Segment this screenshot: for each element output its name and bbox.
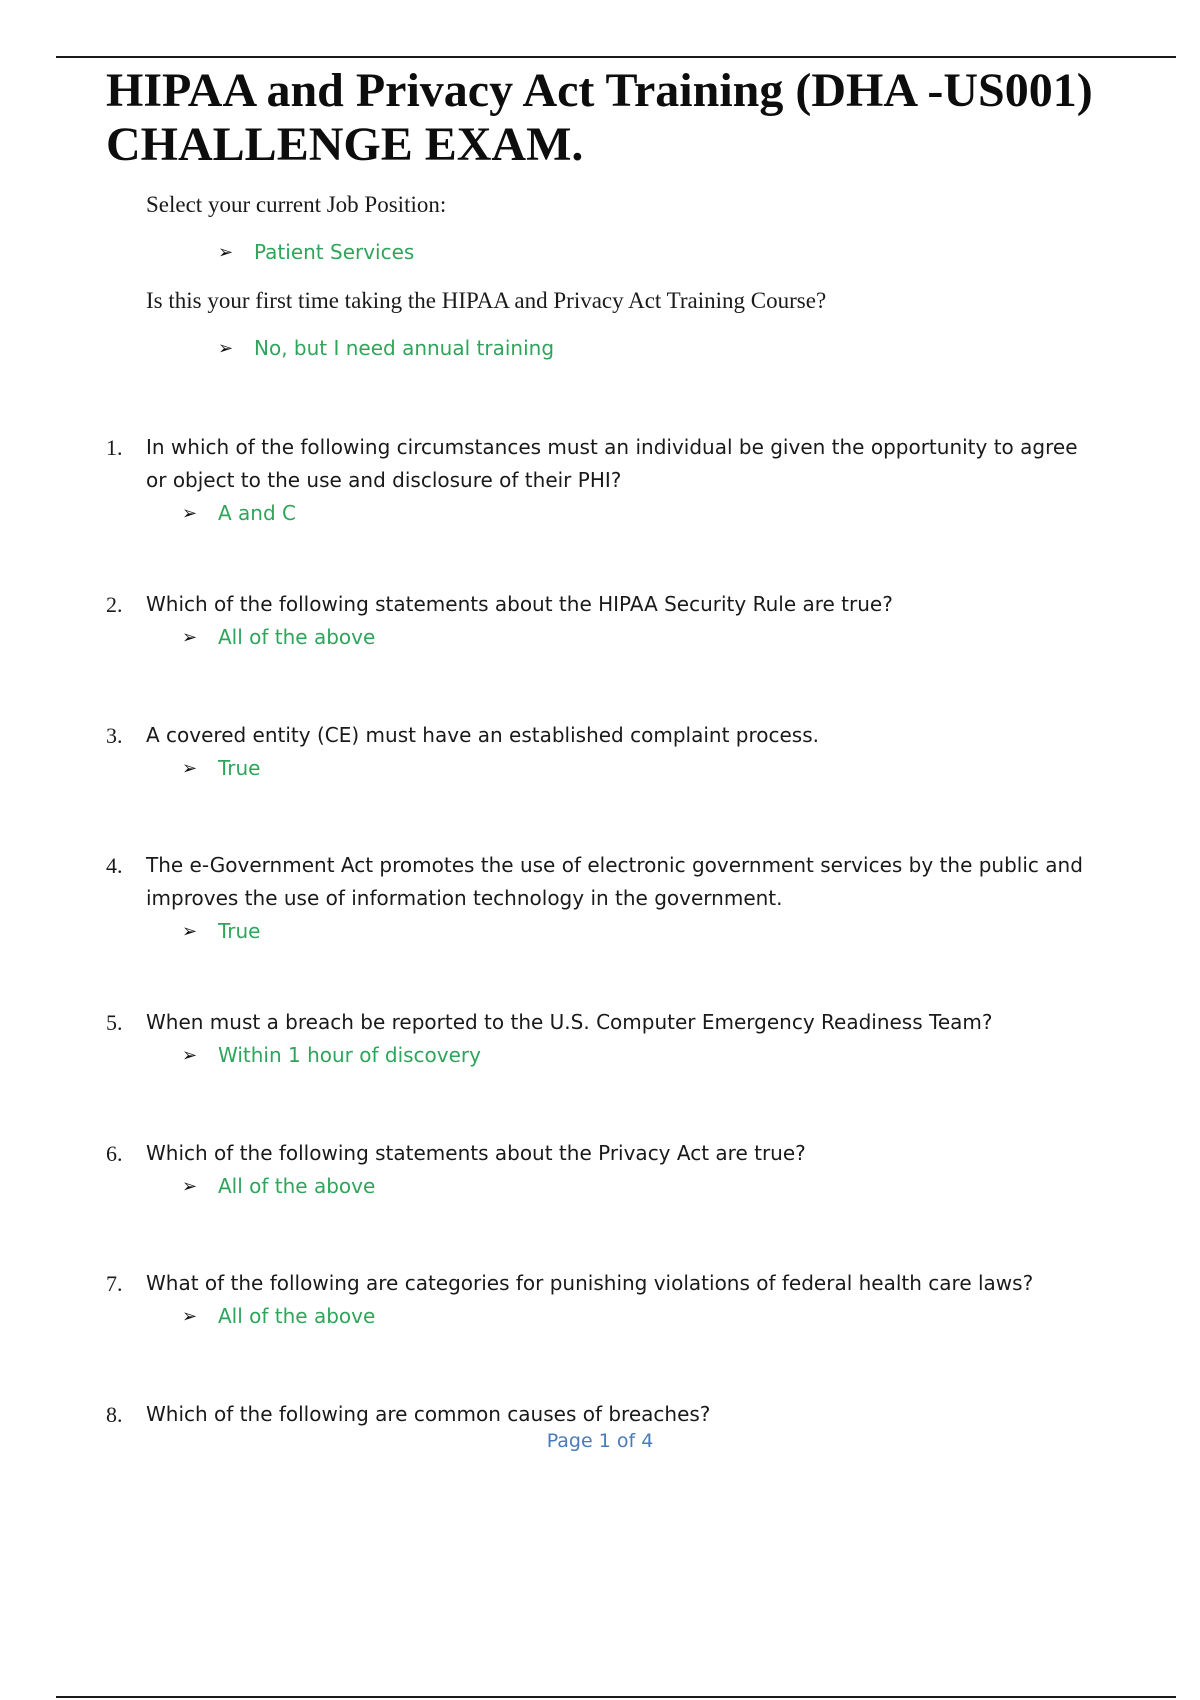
- question-answer: [182, 915, 1086, 948]
- question-8: [106, 1398, 1086, 1431]
- question-3: [106, 719, 1086, 785]
- question-text: The e-Government Act promotes the use of electronic government services by the public and improves the use of information technology in the government.: [146, 853, 1083, 910]
- first-time-answer: [218, 336, 554, 360]
- answer-text: All of the above: [218, 1304, 376, 1328]
- question-text: What of the following are categories for punishing violations of federal health care laws?: [146, 1271, 1034, 1295]
- answer-text: True: [218, 919, 261, 943]
- question-answer: [182, 497, 1086, 530]
- arrow-bullet-icon: ➢: [182, 1306, 198, 1327]
- question-number: 7.: [106, 1271, 123, 1296]
- question-text: A covered entity (CE) must have an established complaint process.: [146, 723, 819, 747]
- first-time-prompt: Is this your first time taking the HIPAA and Privacy Act Training Course?: [146, 288, 827, 313]
- question-7: [106, 1267, 1086, 1333]
- arrow-bullet-icon: ➢: [218, 337, 234, 359]
- question-5: [106, 1006, 1086, 1072]
- arrow-bullet-icon: ➢: [218, 241, 234, 263]
- arrow-bullet-icon: ➢: [182, 1045, 198, 1066]
- question-number: 2.: [106, 592, 123, 617]
- question-text: In which of the following circumstances must an individual be given the opportunity to agree or object to the use and disclosure of their PHI?: [146, 435, 1078, 492]
- page-title: HIPAA and Privacy Act Training (DHA -US001) CHALLENGE EXAM.: [106, 64, 1093, 171]
- answer-text: All of the above: [218, 625, 376, 649]
- question-answer: [182, 1300, 1086, 1333]
- job-position-prompt: Select your current Job Position:: [146, 192, 447, 217]
- arrow-bullet-icon: ➢: [182, 627, 198, 648]
- answer-text: A and C: [218, 501, 296, 525]
- question-text: Which of the following statements about the HIPAA Security Rule are true?: [146, 592, 893, 616]
- question-text: Which of the following statements about the Privacy Act are true?: [146, 1141, 806, 1165]
- question-4: [106, 849, 1086, 948]
- question-answer: [182, 752, 1086, 785]
- answer-text: True: [218, 756, 261, 780]
- arrow-bullet-icon: ➢: [182, 1176, 198, 1197]
- question-6: [106, 1137, 1086, 1203]
- page-number: Page 1 of 4: [546, 1430, 654, 1452]
- question-text: When must a breach be reported to the U.S. Computer Emergency Readiness Team?: [146, 1010, 993, 1034]
- bottom-rule: [56, 1696, 1176, 1698]
- question-number: 3.: [106, 723, 123, 748]
- arrow-bullet-icon: ➢: [182, 503, 198, 524]
- first-time-answer-text: No, but I need annual training: [254, 336, 555, 360]
- question-answer: [182, 1170, 1086, 1203]
- question-2: [106, 588, 1086, 654]
- question-number: 6.: [106, 1141, 123, 1166]
- arrow-bullet-icon: ➢: [182, 758, 198, 779]
- question-number: 1.: [106, 435, 123, 460]
- answer-text: All of the above: [218, 1174, 376, 1198]
- question-number: 4.: [106, 853, 123, 878]
- question-number: 8.: [106, 1402, 123, 1427]
- question-answer: [182, 621, 1086, 654]
- top-rule: [56, 56, 1176, 58]
- job-position-answer-text: Patient Services: [254, 240, 415, 264]
- arrow-bullet-icon: ➢: [182, 921, 198, 942]
- question-answer: [182, 1039, 1086, 1072]
- question-1: [106, 431, 1086, 530]
- job-position-answer: [218, 240, 414, 264]
- question-number: 5.: [106, 1010, 123, 1035]
- answer-text: Within 1 hour of discovery: [218, 1043, 481, 1067]
- question-text: Which of the following are common causes of breaches?: [146, 1402, 711, 1426]
